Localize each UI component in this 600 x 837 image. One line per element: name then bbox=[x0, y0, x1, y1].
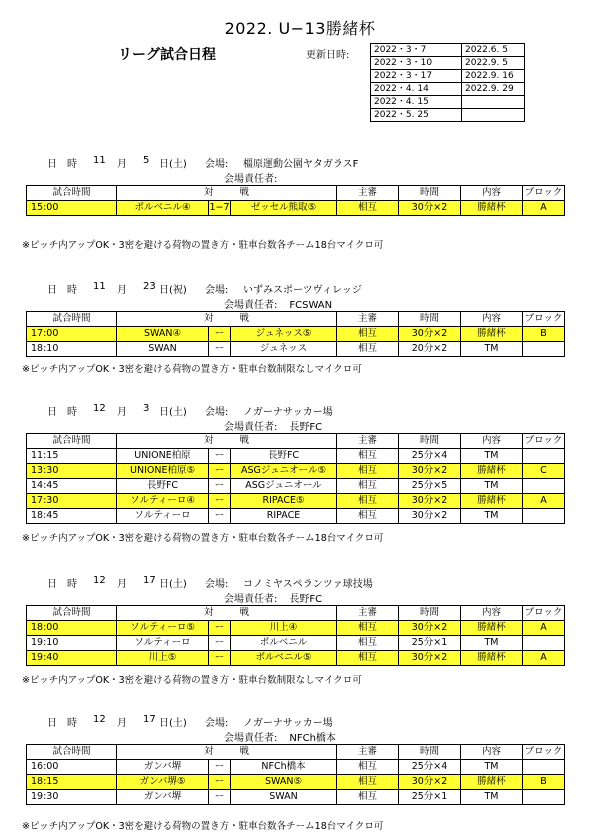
team-home: ガンバ堺 bbox=[117, 760, 209, 775]
venue-name: コノミヤスペランツァ球技場 bbox=[243, 579, 373, 590]
team-away: NFCh橋本 bbox=[231, 760, 337, 775]
day: 5 bbox=[143, 155, 150, 166]
header-vs: 対 bbox=[203, 187, 214, 198]
header-content: 内容 bbox=[461, 745, 523, 760]
content: TM bbox=[461, 342, 523, 357]
date-label: 日 時 bbox=[47, 579, 77, 590]
table-row bbox=[27, 509, 565, 524]
header-sen: 戦 bbox=[239, 746, 250, 757]
content: TM bbox=[461, 479, 523, 494]
header-block: ブロック bbox=[523, 745, 565, 760]
referee: 相互 bbox=[337, 509, 399, 524]
block bbox=[523, 479, 565, 494]
schedule-table bbox=[26, 605, 565, 666]
team-away: ゼッセル熊取⑤ bbox=[231, 201, 337, 216]
header-time: 試合時間 bbox=[27, 606, 117, 621]
update-date bbox=[462, 96, 525, 109]
duration: 25分×4 bbox=[399, 449, 461, 464]
header-duration: 時間 bbox=[399, 745, 461, 760]
referee: 相互 bbox=[337, 342, 399, 357]
day-unit: 日 bbox=[159, 285, 169, 296]
content: TM bbox=[461, 790, 523, 805]
month: 11 bbox=[93, 281, 106, 292]
update-date bbox=[462, 109, 525, 122]
team-home: SWAN④ bbox=[117, 327, 209, 342]
update-row bbox=[371, 57, 525, 70]
block bbox=[523, 342, 565, 357]
table-row bbox=[27, 464, 565, 479]
weekday: (土) bbox=[169, 159, 187, 170]
header-row bbox=[27, 606, 565, 621]
header-match bbox=[117, 745, 337, 760]
header-time: 試合時間 bbox=[27, 745, 117, 760]
update-row bbox=[371, 83, 525, 96]
duration: 30分×2 bbox=[399, 464, 461, 479]
team-home: 川上⑤ bbox=[117, 651, 209, 666]
team-home: ガンバ堺⑤ bbox=[117, 775, 209, 790]
header-referee: 主審 bbox=[337, 745, 399, 760]
referee: 相互 bbox=[337, 494, 399, 509]
update-date: 2022・5. 25 bbox=[371, 109, 462, 122]
date-label: 日 時 bbox=[47, 407, 77, 418]
match-separator: ー bbox=[209, 636, 231, 651]
header-match bbox=[117, 186, 337, 201]
schedule-table bbox=[26, 311, 565, 357]
duration: 25分×1 bbox=[399, 790, 461, 805]
header-duration: 時間 bbox=[399, 606, 461, 621]
section-note: ※ピッチ内アップOK・3密を避ける荷物の置き方・駐車台数制限なしマイクロ可 bbox=[22, 364, 362, 375]
month: 12 bbox=[93, 714, 106, 725]
content: 勝緒杯 bbox=[461, 775, 523, 790]
match-time: 18:00 bbox=[27, 621, 117, 636]
duration: 25分×5 bbox=[399, 479, 461, 494]
update-date: 2022.9. 29 bbox=[462, 83, 525, 96]
venue-manager bbox=[224, 418, 322, 433]
update-date: 2022・4. 14 bbox=[371, 83, 462, 96]
header-block: ブロック bbox=[523, 312, 565, 327]
block: B bbox=[523, 775, 565, 790]
content: 勝緒杯 bbox=[461, 494, 523, 509]
team-home: ソルティーロ④ bbox=[117, 494, 209, 509]
match-separator: ー bbox=[209, 775, 231, 790]
day: 3 bbox=[143, 403, 150, 414]
referee: 相互 bbox=[337, 327, 399, 342]
header-vs: 対 bbox=[203, 435, 214, 446]
match-time: 17:00 bbox=[27, 327, 117, 342]
header-row bbox=[27, 312, 565, 327]
month-unit: 月 bbox=[117, 407, 127, 418]
team-away: RIPACE⑤ bbox=[231, 494, 337, 509]
match-separator: ー bbox=[209, 651, 231, 666]
table-row bbox=[27, 621, 565, 636]
team-away: SWAN⑤ bbox=[231, 775, 337, 790]
match-time: 17:30 bbox=[27, 494, 117, 509]
team-home: ガンバ堺 bbox=[117, 790, 209, 805]
venue-label: 会場: bbox=[205, 285, 229, 296]
day: 17 bbox=[143, 714, 156, 725]
manager-label: 会場責任者: bbox=[224, 594, 278, 605]
referee: 相互 bbox=[337, 449, 399, 464]
content: 勝緒杯 bbox=[461, 651, 523, 666]
team-home: ソルティーロ bbox=[117, 509, 209, 524]
venue-label: 会場: bbox=[205, 159, 229, 170]
table-row bbox=[27, 790, 565, 805]
header-block: ブロック bbox=[523, 606, 565, 621]
block bbox=[523, 636, 565, 651]
header-time: 試合時間 bbox=[27, 434, 117, 449]
day-unit: 日 bbox=[159, 579, 169, 590]
match-separator: 1−7 bbox=[209, 201, 231, 216]
manager-label: 会場責任者: bbox=[224, 733, 278, 744]
header-row bbox=[27, 186, 565, 201]
block bbox=[523, 449, 565, 464]
content: 勝緒杯 bbox=[461, 464, 523, 479]
header-content: 内容 bbox=[461, 312, 523, 327]
header-match bbox=[117, 312, 337, 327]
table-row bbox=[27, 201, 565, 216]
schedule-table bbox=[26, 185, 565, 216]
update-dates-table bbox=[370, 43, 525, 122]
referee: 相互 bbox=[337, 464, 399, 479]
content: 勝緒杯 bbox=[461, 621, 523, 636]
match-separator: ー bbox=[209, 621, 231, 636]
update-row bbox=[371, 109, 525, 122]
page-title: 2022. U−13勝緒杯 bbox=[224, 19, 376, 38]
month-unit: 月 bbox=[117, 579, 127, 590]
team-away: SWAN bbox=[231, 790, 337, 805]
match-time: 19:40 bbox=[27, 651, 117, 666]
update-date: 2022.9. 16 bbox=[462, 70, 525, 83]
header-sen: 戦 bbox=[239, 607, 250, 618]
block: A bbox=[523, 494, 565, 509]
month: 12 bbox=[93, 575, 106, 586]
block bbox=[523, 760, 565, 775]
match-time: 15:00 bbox=[27, 201, 117, 216]
block bbox=[523, 509, 565, 524]
date-label: 日 時 bbox=[47, 159, 77, 170]
table-row bbox=[27, 449, 565, 464]
day: 23 bbox=[143, 281, 156, 292]
update-row bbox=[371, 44, 525, 57]
day: 17 bbox=[143, 575, 156, 586]
section-note: ※ピッチ内アップOK・3密を避ける荷物の置き方・駐車台数各チーム18台マイクロ可 bbox=[22, 821, 384, 832]
team-away: 川上④ bbox=[231, 621, 337, 636]
team-home: 長野FC bbox=[117, 479, 209, 494]
month: 11 bbox=[93, 155, 106, 166]
header-content: 内容 bbox=[461, 186, 523, 201]
section-note: ※ピッチ内アップOK・3密を避ける荷物の置き方・駐車台数制限なしマイクロ可 bbox=[22, 675, 362, 686]
header-row bbox=[27, 434, 565, 449]
section-note: ※ピッチ内アップOK・3密を避ける荷物の置き方・駐車台数各チーム18台マイクロ可 bbox=[22, 240, 384, 251]
team-home: SWAN bbox=[117, 342, 209, 357]
manager-name: 長野FC bbox=[289, 422, 323, 433]
referee: 相互 bbox=[337, 621, 399, 636]
duration: 30分×2 bbox=[399, 494, 461, 509]
referee: 相互 bbox=[337, 201, 399, 216]
page-subtitle: リーグ試合日程 bbox=[118, 47, 216, 63]
referee: 相互 bbox=[337, 775, 399, 790]
block: A bbox=[523, 621, 565, 636]
manager-label: 会場責任者: bbox=[224, 174, 278, 185]
header-block: ブロック bbox=[523, 186, 565, 201]
header-vs: 対 bbox=[203, 607, 214, 618]
venue-name: ノガーナサッカー場 bbox=[243, 718, 333, 729]
match-separator: ー bbox=[209, 760, 231, 775]
venue-label: 会場: bbox=[205, 718, 229, 729]
header-sen: 戦 bbox=[239, 187, 250, 198]
match-separator: ー bbox=[209, 509, 231, 524]
match-time: 18:45 bbox=[27, 509, 117, 524]
header-sen: 戦 bbox=[239, 435, 250, 446]
month-unit: 月 bbox=[117, 285, 127, 296]
referee: 相互 bbox=[337, 479, 399, 494]
venue-manager bbox=[224, 590, 322, 605]
referee: 相互 bbox=[337, 760, 399, 775]
team-home: UNIONE柏原⑤ bbox=[117, 464, 209, 479]
header-referee: 主審 bbox=[337, 434, 399, 449]
match-separator: ー bbox=[209, 327, 231, 342]
update-date: 2022・3・10 bbox=[371, 57, 462, 70]
match-separator: ー bbox=[209, 494, 231, 509]
match-separator: ー bbox=[209, 790, 231, 805]
day-unit: 日 bbox=[159, 407, 169, 418]
day-unit: 日 bbox=[159, 159, 169, 170]
table-row bbox=[27, 327, 565, 342]
duration: 30分×2 bbox=[399, 327, 461, 342]
referee: 相互 bbox=[337, 636, 399, 651]
team-home: ソルティーロ bbox=[117, 636, 209, 651]
match-time: 19:10 bbox=[27, 636, 117, 651]
duration: 30分×2 bbox=[399, 775, 461, 790]
month-unit: 月 bbox=[117, 718, 127, 729]
weekday: (土) bbox=[169, 718, 187, 729]
update-date: 2022.6. 5 bbox=[462, 44, 525, 57]
block: C bbox=[523, 464, 565, 479]
header-sen: 戦 bbox=[239, 313, 250, 324]
table-row bbox=[27, 479, 565, 494]
header-match bbox=[117, 606, 337, 621]
match-time: 19:30 bbox=[27, 790, 117, 805]
header-referee: 主審 bbox=[337, 606, 399, 621]
match-separator: ー bbox=[209, 449, 231, 464]
update-row bbox=[371, 96, 525, 109]
content: TM bbox=[461, 636, 523, 651]
update-date: 2022.9. 5 bbox=[462, 57, 525, 70]
weekday: (土) bbox=[169, 579, 187, 590]
match-separator: ー bbox=[209, 342, 231, 357]
team-away: 長野FC bbox=[231, 449, 337, 464]
table-row bbox=[27, 775, 565, 790]
update-label: 更新日時: bbox=[306, 50, 350, 61]
table-row bbox=[27, 636, 565, 651]
manager-name: 長野FC bbox=[289, 594, 323, 605]
block: A bbox=[523, 201, 565, 216]
table-row bbox=[27, 342, 565, 357]
weekday: (土) bbox=[169, 407, 187, 418]
header-time: 試合時間 bbox=[27, 186, 117, 201]
match-time: 13:30 bbox=[27, 464, 117, 479]
content: 勝緒杯 bbox=[461, 327, 523, 342]
venue-manager bbox=[224, 170, 289, 185]
update-date: 2022・3・17 bbox=[371, 70, 462, 83]
update-row bbox=[371, 70, 525, 83]
month: 12 bbox=[93, 403, 106, 414]
duration: 30分×2 bbox=[399, 201, 461, 216]
weekday: (祝) bbox=[169, 285, 187, 296]
match-time: 11:15 bbox=[27, 449, 117, 464]
header-row bbox=[27, 745, 565, 760]
match-separator: ー bbox=[209, 479, 231, 494]
team-away: ASGジュニオール⑤ bbox=[231, 464, 337, 479]
header-match bbox=[117, 434, 337, 449]
header-content: 内容 bbox=[461, 606, 523, 621]
venue-label: 会場: bbox=[205, 579, 229, 590]
content: TM bbox=[461, 760, 523, 775]
duration: 25分×1 bbox=[399, 636, 461, 651]
venue-manager bbox=[224, 729, 336, 744]
venue-name: いずみスポーツヴィレッジ bbox=[243, 285, 362, 296]
team-away: ジュネッス⑤ bbox=[231, 327, 337, 342]
match-time: 18:15 bbox=[27, 775, 117, 790]
header-duration: 時間 bbox=[399, 434, 461, 449]
manager-label: 会場責任者: bbox=[224, 300, 278, 311]
date-label: 日 時 bbox=[47, 285, 77, 296]
duration: 20分×2 bbox=[399, 342, 461, 357]
team-away: ジュネッス bbox=[231, 342, 337, 357]
duration: 30分×2 bbox=[399, 651, 461, 666]
team-away: RIPACE bbox=[231, 509, 337, 524]
table-row bbox=[27, 760, 565, 775]
header-block: ブロック bbox=[523, 434, 565, 449]
manager-name: FCSWAN bbox=[289, 300, 333, 311]
manager-label: 会場責任者: bbox=[224, 422, 278, 433]
header-duration: 時間 bbox=[399, 312, 461, 327]
day-unit: 日 bbox=[159, 718, 169, 729]
match-time: 14:45 bbox=[27, 479, 117, 494]
venue-manager bbox=[224, 296, 332, 311]
content: 勝緒杯 bbox=[461, 201, 523, 216]
header-content: 内容 bbox=[461, 434, 523, 449]
team-away: ボルベニル⑤ bbox=[231, 651, 337, 666]
schedule-table bbox=[26, 744, 565, 805]
block: B bbox=[523, 327, 565, 342]
section-note: ※ピッチ内アップOK・3密を避ける荷物の置き方・駐車台数各チーム18台マイクロ可 bbox=[22, 533, 384, 544]
block bbox=[523, 790, 565, 805]
content: TM bbox=[461, 449, 523, 464]
referee: 相互 bbox=[337, 651, 399, 666]
header-referee: 主審 bbox=[337, 186, 399, 201]
venue-label: 会場: bbox=[205, 407, 229, 418]
team-away: ボルベニル bbox=[231, 636, 337, 651]
duration: 30分×2 bbox=[399, 621, 461, 636]
team-home: ボルベニル④ bbox=[117, 201, 209, 216]
team-home: ソルティーロ⑤ bbox=[117, 621, 209, 636]
content: TM bbox=[461, 509, 523, 524]
update-date: 2022・4. 15 bbox=[371, 96, 462, 109]
venue-name: 橿原運動公園ヤタガラスF bbox=[243, 159, 359, 170]
header-vs: 対 bbox=[203, 746, 214, 757]
manager-name: NFCh橋本 bbox=[289, 733, 336, 744]
header-time: 試合時間 bbox=[27, 312, 117, 327]
header-duration: 時間 bbox=[399, 186, 461, 201]
duration: 25分×4 bbox=[399, 760, 461, 775]
block: A bbox=[523, 651, 565, 666]
table-row bbox=[27, 651, 565, 666]
update-date: 2022・3・7 bbox=[371, 44, 462, 57]
match-separator: ー bbox=[209, 464, 231, 479]
referee: 相互 bbox=[337, 790, 399, 805]
venue-name: ノガーナサッカー場 bbox=[243, 407, 333, 418]
match-time: 16:00 bbox=[27, 760, 117, 775]
date-label: 日 時 bbox=[47, 718, 77, 729]
team-away: ASGジュニオール bbox=[231, 479, 337, 494]
match-time: 18:10 bbox=[27, 342, 117, 357]
table-row bbox=[27, 494, 565, 509]
duration: 30分×2 bbox=[399, 509, 461, 524]
schedule-table bbox=[26, 433, 565, 524]
header-referee: 主審 bbox=[337, 312, 399, 327]
header-vs: 対 bbox=[203, 313, 214, 324]
team-home: UNIONE柏原 bbox=[117, 449, 209, 464]
month-unit: 月 bbox=[117, 159, 127, 170]
